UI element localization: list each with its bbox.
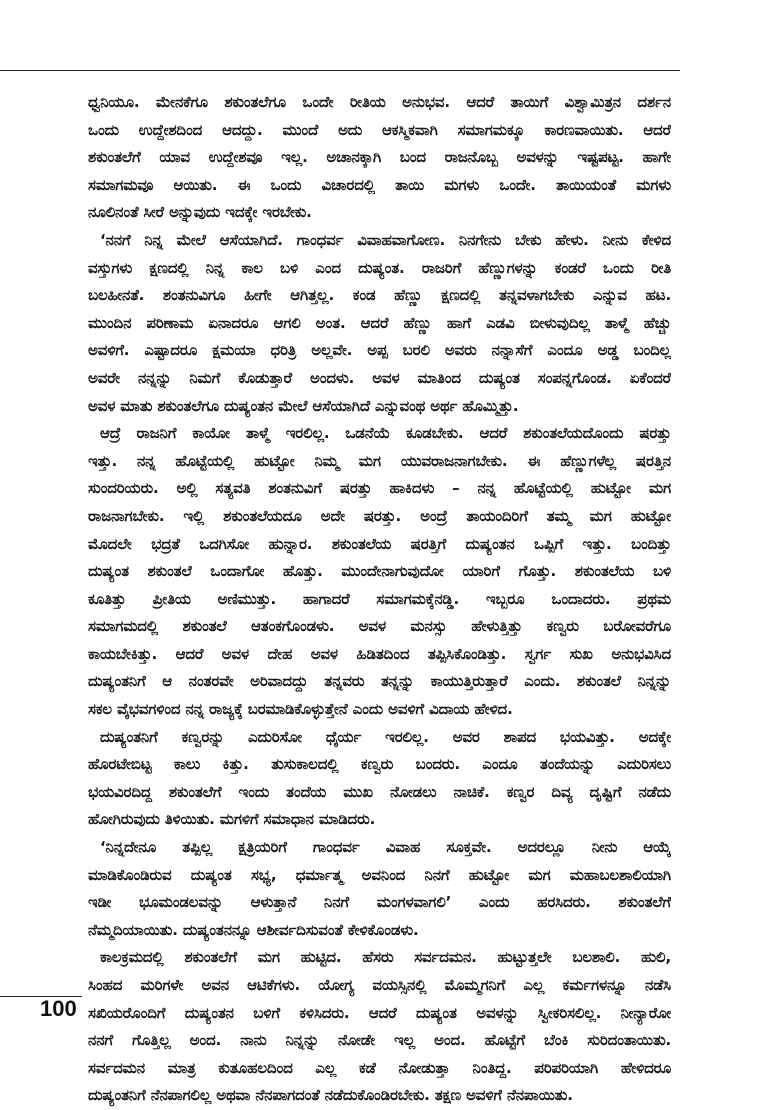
text-line: ಅವಳಿಗೆ. ಎಷ್ಟಾದರೂ ಕ್ಷಮಯಾ ಧರಿತ್ರಿ ಅಲ್ಲವೇ. ಅಪ್ಪ ಬರಲಿ ಅವರು ನನ್ನಾಸೆಗೆ ಎಂದೂ ಅಡ್ಡ ಬಂದಿಲ್ಲ (88, 341, 671, 360)
text-line: ಕಾಯಬೇಕಿತ್ತು. ಆದರೆ ಅವಳ ದೇಹ ಅವಳ ಹಿಡಿತದಿಂದ ತಪ್ಪಿಸಿಕೊಂಡಿತ್ತು. ಸ್ವರ್ಗ ಸುಖ ಅನುಭವಿಸಿದ (88, 644, 671, 663)
text-line: ಕೂತಿತ್ತು ಪ್ರೀತಿಯ ಅಣಿಮುತ್ತು. ಹಾಗಾದರೆ ಸಮಾಗಮಕ್ಕೆನಡ್ಡಿ. ಇಬ್ಬರೂ ಒಂದಾದರು. ಪ್ರಥಮ (88, 589, 671, 608)
text-line: ಸಿಂಹದ ಮರಿಗಳೇ ಅವನ ಆಟಿಕೆಗಳು. ಯೋಗ್ಯ ವಯಸ್ಸಿನಲ್ಲಿ ಮೊಮ್ಮಗನಿಗೆ ಎಲ್ಲ ಕರ್ಮಗಳನ್ನೂ ನಡೆಸಿ (88, 976, 671, 994)
text-line: ಬಲಹೀನತೆ. ಶಂತನುವಿಗೂ ಹೀಗೇ ಆಗಿತ್ತಲ್ಲ. ಕಂಡ ಹೆಣ್ಣು ಕ್ಷಣದಲ್ಲಿ ತನ್ನವಳಾಗಬೇಕು ಎನ್ನುವ ಹಟ. (88, 286, 671, 305)
text-line: ನನಗೆ ಗೊತ್ತಿಲ್ಲ ಅಂದ. ನಾನು ನಿನ್ನನ್ನು ನೋಡೇ ಇಲ್ಲ ಅಂದ. ಹೊಟ್ಟೆಗೆ ಬೆಂಕಿ ಸುರಿದಂತಾಯಿತು. (88, 1031, 671, 1050)
text-line: ಕಾಲಕ್ರಮದಲ್ಲಿ ಶಕುಂತಲೆಗೆ ಮಗ ಹುಟ್ಟಿದ. ಹೆಸರು ಸರ್ವದಮನ. ಹುಟ್ಟುತ್ತಲೇ ಬಲಶಾಲಿ. ಹುಲಿ, (100, 948, 671, 967)
text-line: ಸರ್ವದಮನ ಮಾತ್ರ ಕುತೂಹಲದಿಂದ ಎಲ್ಲ ಕಡೆ ನೋಡುತ್ತಾ ನಿಂತಿದ್ದ. ಪರಿಪರಿಯಾಗಿ ಹೇಳಿದರೂ (88, 1058, 671, 1077)
text-line: ದುಷ್ಯಂತನಿಗೆ ನೆನಪಾಗಲಿಲ್ಲ ಅಥವಾ ನೆನಪಾಗದಂತೆ ನಡೆದುಕೊಂಡಿರಬೇಕು. ತಕ್ಷಣ ಅವಳಿಗೆ ನೆನಪಾಯಿತು. (88, 1086, 573, 1105)
text-line: ಮಾಡಿಕೊಂಡಿರುವ ದುಷ್ಯಂತ ಸಭ್ಯ, ಧರ್ಮಾತ್ಮ ಅವನಿಂದ ನಿನಗೆ ಹುಟ್ಟೋ ಮಗ ಮಹಾಬಲಶಾಲಿಯಾಗಿ (88, 865, 671, 884)
page-body-text (88, 89, 671, 1110)
text-line: ಧ್ವನಿಯೂ. ಮೇನಕೆಗೂ ಶಕುಂತಲೆಗೂ ಒಂದೇ ರೀತಿಯ ಅನುಭವ. ಆದರೆ ತಾಯಿಗೆ ವಿಶ್ವಾಮಿತ್ರನ ದರ್ಶನ (88, 93, 671, 111)
text-line: ನೆಮ್ಮದಿಯಾಯಿತು. ದುಷ್ಯಂತನನ್ನೂ ಆಶೀರ್ವದಿಸುವಂತೆ ಕೇಳಿಕೊಂಡಳು. (88, 920, 419, 939)
text-line: ಸಮಾಗಮವೂ ಆಯಿತು. ಈ ಒಂದು ವಿಚಾರದಲ್ಲಿ ತಾಯಿ ಮಗಳು ಒಂದೇ. ತಾಯಿಯಂತೆ ಮಗಳು (88, 175, 671, 194)
text-line: ಅವಳ ಮಾತು ಶಕುಂತಲೆಗೂ ದುಷ್ಯಂತನ ಮೇಲೆ ಆಸೆಯಾಗಿದೆ ಎನ್ನುವಂಥ ಅರ್ಥ ಹೊಮ್ಮಿತ್ತು. (88, 396, 519, 415)
text-line: ನೂಲಿನಂತೆ ಸೀರೆ ಅನ್ನುವುದು ಇದಕ್ಕೇ ಇರಬೇಕು. (88, 203, 312, 222)
text-line: ರಾಜನಾಗಬೇಕು. ಇಲ್ಲಿ ಶಕುಂತಲೆಯದೂ ಅದೇ ಷರತ್ತು. ಅಂದ್ರೆ ತಾಯಂದಿರಿಗೆ ತಮ್ಮ ಮಗ ಹುಟ್ಟೋ (88, 506, 671, 525)
text-line: ಸಕಲ ವೈಭವಗಳಿಂದ ನನ್ನ ರಾಜ್ಯಕ್ಕೆ ಬರಮಾಡಿಕೊಳ್ಳುತ್ತೇನೆ ಎಂದು ಅವಳಿಗೆ ವಿದಾಯ ಹೇಳಿದ. (88, 700, 513, 719)
text-line: ಆದ್ರೆ ರಾಜನಿಗೆ ಕಾಯೋ ತಾಳ್ಮೆ ಇರಲಿಲ್ಲ. ಒಡನೆಯೆ ಕೂಡಬೇಕು. ಆದರೆ ಶಕುಂತಲೆಯದೊಂದು ಷರತ್ತು (100, 424, 671, 443)
text-line: ಮುಂದಿನ ಪರಿಣಾಮ ಏನಾದರೂ ಆಗಲಿ ಅಂತ. ಆದರೆ ಹೆಣ್ಣು ಹಾಗೆ ಎಡವಿ ಬೀಳುವುದಿಲ್ಲ ತಾಳ್ಮೆ ಹೆಚ್ಚು (88, 313, 671, 332)
text-line: ದುಷ್ಯಂತ ಶಕುಂತಲೆ ಒಂದಾಗೋ ಹೊತ್ತು. ಮುಂದೇನಾಗುವುದೋ ಯಾರಿಗೆ ಗೊತ್ತು. ಶಕುಂತಲೆಯ ಬಳಿ (88, 562, 671, 581)
text-line: ಹೊರಟೇಬಿಟ್ಟ ಕಾಲು ಕಿತ್ತು. ತುಸುಕಾಲದಲ್ಲಿ ಕಣ್ವರು ಬಂದರು. ಎಂದೂ ತಂದೆಯನ್ನು ಎದುರಿಸಲು (88, 755, 671, 774)
text-line: ‘ನಿನ್ನದೇನೂ ತಪ್ಪಿಲ್ಲ ಕ್ಷತ್ರಿಯರಿಗೆ ಗಾಂಧರ್ವ ವಿವಾಹ ಸೂಕ್ತವೇ. ಅದರಲ್ಲೂ ನೀನು ಆಯ್ಕೆ (100, 838, 671, 857)
text-line: ಹೋಗಿರುವುದು ತಿಳಿಯಿತು. ಮಗಳಿಗೆ ಸಮಾಧಾನ ಮಾಡಿದರು. (88, 810, 376, 829)
header-rule (0, 70, 680, 71)
text-line: ಸಖಿಯರೊಂದಿಗೆ ದುಷ್ಯಂತನ ಬಳಿಗೆ ಕಳಿಸಿದರು. ಆದರೆ ದುಷ್ಯಂತ ಅವಳನ್ನು ಸ್ವೀಕರಿಸಲಿಲ್ಲ. ನೀನ್ಯಾರೋ (88, 1003, 671, 1022)
text-line: ಒಂದು ಉದ್ದೇಶದಿಂದ ಆದದ್ದು. ಮುಂದೆ ಅದು ಆಕಸ್ಮಿಕವಾಗಿ ಸಮಾಗಮಕ್ಕೂ ಕಾರಣವಾಯಿತು. ಆದರೆ (88, 120, 671, 139)
text-line: ಅವರೇ ನನ್ನನ್ನು ನಿಮಗೆ ಕೊಡುತ್ತಾರೆ ಅಂದಳು. ಅವಳ ಮಾತಿಂದ ದುಷ್ಯಂತ ಸಂಪನ್ನಗೊಂಡ. ಏಕೆಂದರೆ (88, 368, 671, 387)
text-line: ಇತ್ತು. ನನ್ನ ಹೊಟ್ಟೆಯಲ್ಲಿ ಹುಟ್ಟೋ ನಿಮ್ಮ ಮಗ ಯುವರಾಜನಾಗಬೇಕು. ಈ ಹೆಣ್ಣುಗಳೆಲ್ಲ ಷರತ್ತಿನ (88, 451, 671, 470)
text-line: ದುಷ್ಯಂತನಿಗೆ ಕಣ್ವರನ್ನು ಎದುರಿಸೋ ಧೈರ್ಯ ಇರಲಿಲ್ಲ. ಅವರ ಶಾಪದ ಭಯವಿತ್ತು. ಅದಕ್ಕೇ (100, 727, 671, 746)
text-line: ದುಷ್ಯಂತನಿಗೆ ಆ ನಂತರವೇ ಅರಿವಾದದ್ದು ತನ್ನವರು ತನ್ನನ್ನು ಕಾಯುತ್ತಿರುತ್ತಾರೆ ಎಂದು. ಶಕುಂತಲೆ ನಿನ್ನನ್ನು (88, 672, 671, 691)
page-number: 100 (40, 996, 77, 1021)
text-line: ಭಯವಿರದಿದ್ದ ಶಕುಂತಲೆಗೆ ಇಂದು ತಂದೆಯ ಮುಖ ನೋಡಲು ನಾಚಿಕೆ. ಕಣ್ವರ ದಿವ್ಯ ದೃಷ್ಟಿಗೆ ನಡೆದು (88, 782, 671, 801)
text-line: ಶಕುಂತಲೆಗೆ ಯಾವ ಉದ್ದೇಶವೂ ಇಲ್ಲ. ಅಚಾನಕ್ಕಾಗಿ ಬಂದ ರಾಜನೊಬ್ಬ ಅವಳನ್ನು ಇಷ್ಟಪಟ್ಟ. ಹಾಗೇ (88, 148, 671, 167)
text-line: ‘ನನಗೆ ನಿನ್ನ ಮೇಲೆ ಆಸೆಯಾಗಿದೆ. ಗಾಂಧರ್ವ ವಿವಾಹವಾಗೋಣ. ನಿನಗೇನು ಬೇಕು ಹೇಳು. ನೀನು ಕೇಳಿದ (100, 230, 671, 249)
text-line: ಸಮಾಗಮದಲ್ಲಿ ಶಕುಂತಲೆ ಆತಂಕಗೊಂಡಳು. ಅವಳ ಮನಸ್ಸು ಹೇಳುತ್ತಿತ್ತು ಕಣ್ವರು ಬರೋವರೆಗೂ (88, 617, 671, 636)
text-line: ವಸ್ತುಗಳು ಕ್ಷಣದಲ್ಲಿ ನಿನ್ನ ಕಾಲ ಬಳಿ ಎಂದ ದುಷ್ಯಂತ. ರಾಜರಿಗೆ ಹೆಣ್ಣುಗಳನ್ನು ಕಂಡರೆ ಒಂದು ರೀತಿ (88, 258, 671, 277)
text-line: ಸುಂದರಿಯರು. ಅಲ್ಲಿ ಸತ್ಯವತಿ ಶಂತನುವಿಗೆ ಷರತ್ತು ಹಾಕಿದಳು – ನನ್ನ ಹೊಟ್ಟೆಯಲ್ಲಿ ಹುಟ್ಟೋ ಮಗ (88, 479, 671, 498)
text-line: ಇಡೀ ಭೂಮಂಡಲವನ್ನು ಆಳುತ್ತಾನೆ ನಿನಗೆ ಮಂಗಳವಾಗಲಿ’ ಎಂದು ಹರಸಿದರು. ಶಕುಂತಲೆಗೆ (88, 893, 671, 912)
text-line: ಮೊದಲೇ ಭದ್ರತೆ ಒದಗಿಸೋ ಹುನ್ನಾರ. ಶಕುಂತಲೆಯ ಷರತ್ತಿಗೆ ದುಷ್ಯಂತನ ಒಪ್ಪಿಗೆ ಇತ್ತು. ಬಂದಿತ್ತು (88, 534, 671, 553)
